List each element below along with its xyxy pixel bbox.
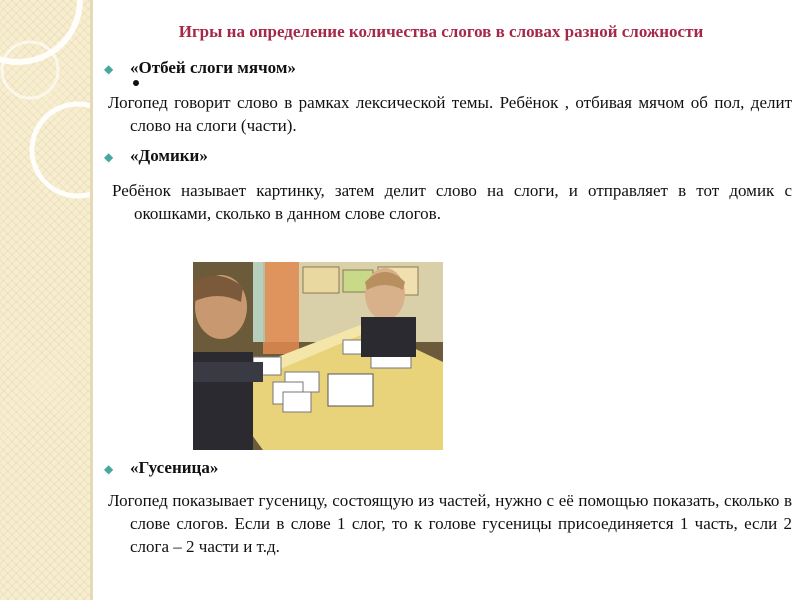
item-heading-3: «Гусеница»	[130, 458, 219, 477]
diamond-bullet-icon: ◆	[104, 150, 114, 164]
stray-dot	[133, 80, 139, 86]
slide-title: Игры на определение количества слогов в словах разной сложности	[178, 22, 704, 41]
decorative-circles	[0, 0, 92, 600]
children-at-table-photo	[193, 262, 443, 450]
decorative-side-panel	[0, 0, 92, 600]
item-text-2: Ребёнок называет картинку, затем делит слово на слоги, и отправляет в тот домик с окошками, сколько в данном слове слогов.	[112, 181, 792, 223]
side-divider	[90, 0, 93, 600]
item-heading-2: «Домики»	[130, 146, 208, 165]
diamond-bullet-icon: ◆	[104, 462, 114, 476]
diamond-bullet-icon: ◆	[104, 62, 114, 76]
item-text-1: Логопед говорит слово в рамках лексической темы. Ребёнок , отбивая мячом об пол, делит слово на слоги (части).	[108, 93, 792, 135]
item-heading-1: «Отбей слоги мячом»	[130, 58, 296, 77]
item-text-3: Логопед показывает гусеницу, состоящую из частей, нужно с её помощью показать, сколько в слове слогов. Если в слове 1 слог, то к голове гусеницы присоединяется 1 часть, если 2 слога – 2 части и т.д.	[108, 491, 792, 556]
